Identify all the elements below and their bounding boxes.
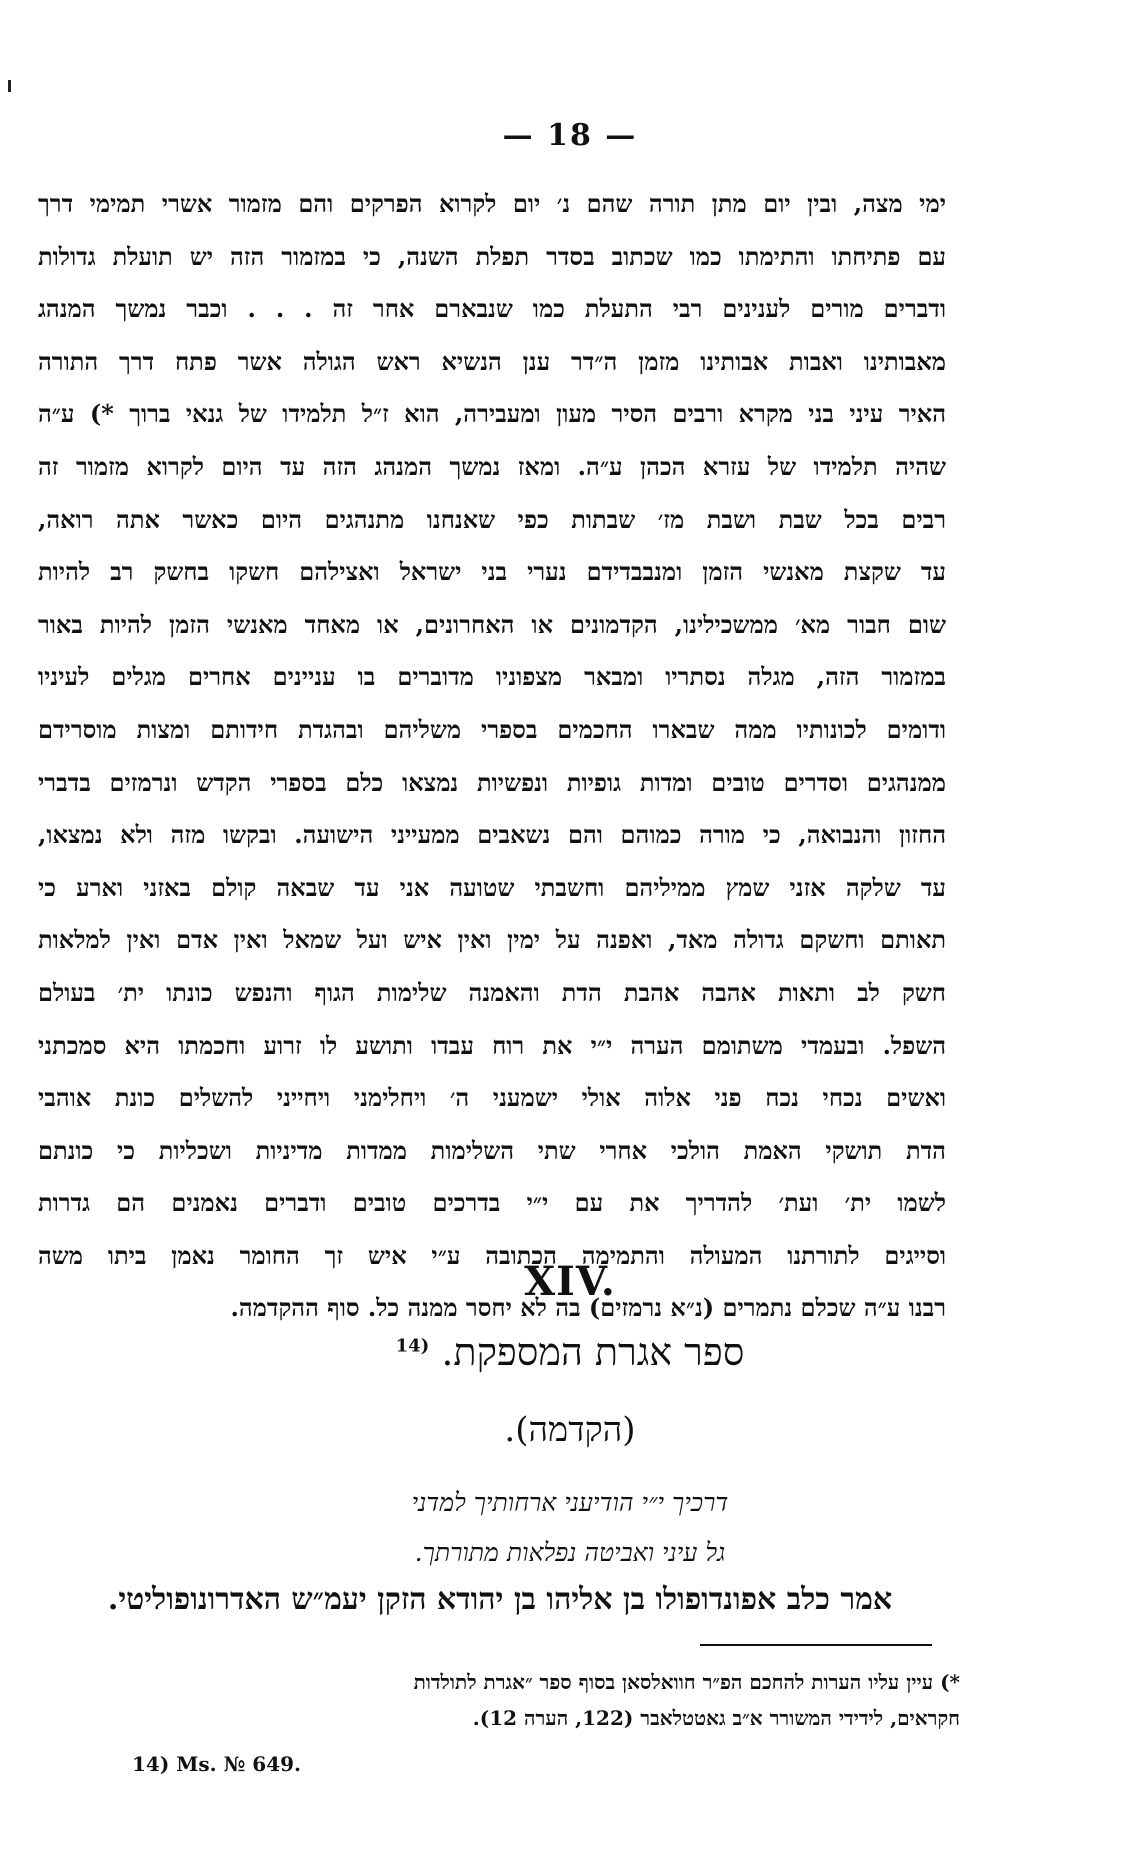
footnote-divider xyxy=(700,1644,932,1646)
body-line: ודברים מורים לענינים רבי התעלת כמו שנבארם אחר זה . . . וכבר נמשך המנהג xyxy=(38,294,946,324)
body-line: רבים בכל שבת ושבת מז׳ שבתות כפי שאנחנו מתנהגים היום כאשר אתה רואה, xyxy=(38,504,946,534)
body-line: ממנהגים וסדרים טובים ומדות גופיות ונפשיות נמצאו כלם בספרי הקדש ונרמזים בדברי xyxy=(38,767,946,797)
body-line: ודומים לכונותיו ממה שבארו החכמים בספרי משליהם ובהגדת חידותם ומצות מוסרידם xyxy=(38,714,946,744)
footnote-14-manuscript: 14) Ms. № 649. xyxy=(132,1752,301,1776)
body-line: רבנו ע״ה שכלם נתמרים (נ״א נרמזים) בה לא יחסר ממנה כל. סוף ההקדמה. xyxy=(230,1293,946,1323)
body-line: האיר עיני בני מקרא ורבים הסיר מעון ומעבירה, הוא ז״ל תלמידו של גנאי ברוך *) ע״ה xyxy=(38,399,946,429)
body-line: החזון והנבואה, כי מורה כמוהם והם נשאבים ממעייני הישועה. ובקשו מזה ולא נמצאו, xyxy=(38,820,946,850)
footnote-line: חקראים, לידידי המשורר א״ב גאטטלאבר (122, הערה 12). xyxy=(472,1706,960,1730)
section-subtitle: (הקדמה). xyxy=(504,1410,636,1450)
section-numeral: XIV. xyxy=(524,1258,616,1305)
body-line: תאותם וחשקם גדולה מאד, ואפנה על ימין ואין איש ועל שמאל ואין אדם ואין למלאות xyxy=(38,925,946,955)
body-line: חשק לב ותאות אהבה אהבת הדת והאמנה שלימות הגוף והנפש כונתו ית׳ בעולם xyxy=(38,977,946,1007)
body-line: שהיה תלמידו של עזרא הכהן ע״ה. ומאז נמשך המנהג הזה עד היום לקרוא מזמור זה xyxy=(38,451,946,481)
body-line: עד שלקה אזני שמץ ממיליהם וחשבתי שטועה אני עד שבאה קולם באזני וארע כי xyxy=(38,872,946,902)
footnote-line: *) עיין עליו הערות להחכם הפ״ר חוואלסאן בסוף ספר ״אגרת לתולדות xyxy=(413,1670,960,1694)
book-title: ספר אגרת המספקת. xyxy=(441,1330,745,1374)
body-line: במזמור הזה, מגלה נסתריו ומבאר מצפוניו מדוברים בו עניינים אחרים מגלים לעיניו xyxy=(38,662,946,692)
body-line: עד שקצת מאנשי הזמן ומנבבדידם נערי בני ישראל ואצילהם חשקו בחשק רב להיות xyxy=(38,557,946,587)
author-line: אמר כלב אפונדופולו בן אליהו בן יהודא הזקן יעמ״ש האדרונופוליטי. xyxy=(107,1582,893,1617)
body-line: ימי מצה, ובין יום מתן תורה שהם נ׳ יום לקרוא הפרקים והם מזמור אשרי תמימי דרך xyxy=(38,189,946,218)
footnote-star xyxy=(0,1664,960,1736)
body-line: הדת תושקי האמת הולכי אחרי שתי השלימות ממדות מדיניות ושכליות כי כונתם xyxy=(38,1135,946,1165)
body-line: ואשים נכחי נכח פני אלוה אולי ישמעני ה׳ ויחלימני ויחייני להשלים כונת אוהבי xyxy=(38,1083,946,1113)
epigraph-line: גל עיני ואביטה נפלאות מתורתך. xyxy=(414,1538,726,1567)
margin-mark xyxy=(8,80,11,92)
body-line: לשמו ית׳ ועת׳ להדריך את עם י״י בדרכים טובים ודברים נאמנים הם גדרות xyxy=(38,1188,946,1218)
epigraph xyxy=(0,1478,1140,1578)
page-number: — 18 — xyxy=(502,118,638,153)
body-line: השפל. ובעמדי משתומם הערה י״י את רוח עבדו ותושע לו זרוע וחכמתו היא סמכתני xyxy=(38,1030,946,1060)
book-title-line xyxy=(0,1330,1140,1375)
epigraph-line: דרכיך י״י הודיעני ארחותיך למדני xyxy=(411,1488,729,1517)
body-text xyxy=(38,178,946,1335)
body-line: מאבותינו ואבות אבותינו מזמן ה״דר ענן הנשיא ראש הגולה אשר פתח דרך התורה xyxy=(38,346,946,376)
body-line: עם פתיחתו והתימתו כמו שכתוב בסדר תפלת השנה, כי במזמור הזה יש תועלת גדולות xyxy=(38,241,946,271)
footnote-ref-14: (14 xyxy=(395,1335,430,1357)
body-line: וסייגים לתורתנו המעולה והתמימה הכתובה ע״י איש זך החומר נאמן ביתו משה xyxy=(38,1240,946,1270)
body-line: שום חבור מא׳ ממשכילינו, הקדמונים או האחרונים, או מאחד מאנשי הזמן להיות באור xyxy=(38,609,946,639)
